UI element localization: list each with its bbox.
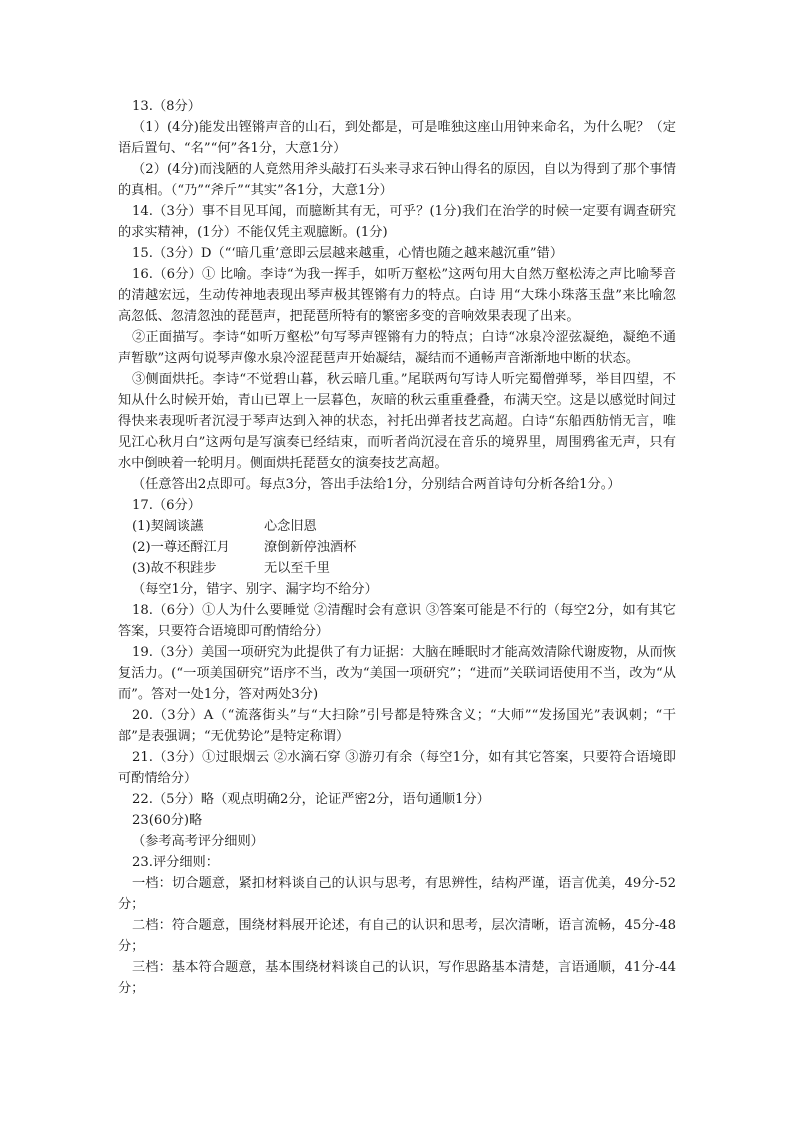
q16-answer-2: ②正面描写。李诗“如听万壑松”句写琴声铿锵有力的特点；白诗“冰泉冷涩弦凝绝，凝绝不通声暂歇”这两句说琴声像水泉冷涩琵琶声开始凝结，凝结而不通畅声音渐渐地中断的状态。	[118, 330, 676, 366]
q16-note: （任意答出2点即可。每点3分，答出手法给1分，分别结合两首诗句分析各给1分。）	[132, 477, 621, 492]
q13-part1: （1）(4分)能发出铿锵声音的山石，到处都是，可是唯独这座山用钟来命名，为什么呢？（定语后置句、“名”“何”各1分，大意1分）	[118, 120, 676, 156]
q22-answer: 22.（5分）略（观点明确2分，论证严密2分，语句通顺1分）	[132, 792, 490, 807]
q23-reference: （参考高考评分细则）	[132, 834, 264, 849]
q17-row-first: (2)一尊还酹江月	[132, 540, 230, 555]
q15-answer: 15.（3分）D（“‘暗几重’意即云层越来越重，心情也随之越来越沉重”错）	[132, 246, 564, 261]
q17-row	[132, 537, 676, 558]
q16-answer-3: ③侧面烘托。李诗“不觉碧山暮，秋云暗几重。”尾联两句写诗人听完蜀僧弹琴，举目四望，不知从什么时候开始，青山已罩上一层暮色，灰暗的秋云重重叠叠，布满天空。这是以感觉时间过得快来表现听者沉浸于琴声达到入神的状态，衬托出弹者技艺高超。白诗“东船西舫悄无言，唯见江心秋月白”这两句是写演奏已经结束，而听者尚沉浸在音乐的境界里，周围鸦雀无声，只有水中倒映着一轮明月。侧面烘托琵琶女的演奏技艺高超。	[118, 372, 676, 471]
q17-row-second: 心念旧恩	[264, 519, 317, 534]
q23-answer: 23(60分)略	[132, 813, 203, 828]
q14-answer: 14.（3分）事不目见耳闻，而臆断其有无，可乎？(1分)我们在治学的时候一定要有调查研究的求实精神，(1分）不能仅凭主观臆断。(1分)	[118, 204, 676, 240]
q17-heading: 17.（6分）	[132, 498, 201, 513]
q18-answer: 18.（6分）①人为什么要睡觉 ②清醒时会有意识 ③答案可能是不行的（每空2分，如有其它答案，只要符合语境即可酌情给分）	[118, 603, 676, 639]
q16-answer-1: 16.（6分）① 比喻。李诗“为我一挥手，如听万壑松”这两句用大自然万壑松涛之声比喻琴音的清越宏远，生动传神地表现出琴声极其铿锵有力的特点。白诗 用“大珠小珠落玉盘”来比喻忽高忽低、忽清忽浊的琵琶声，把琵琶所特有的繁密多变的音响效果表现了出来。	[118, 267, 676, 324]
answer-document	[118, 96, 676, 999]
q17-row	[132, 516, 676, 537]
q13-heading: 13.（8分）	[132, 99, 201, 114]
q20-answer: 20.（3分）A（“流落街头”与“大扫除”引号都是特殊含义；“大师”“发扬国光”表讽刺；“干部”是表强调；“无优势论”是特定称谓）	[118, 708, 676, 744]
q21-answer: 21.（3分）①过眼烟云 ②水滴石穿 ③游刃有余（每空1分，如有其它答案，只要符合语境即可酌情给分）	[118, 750, 676, 786]
q17-row-second: 无以至千里	[264, 561, 330, 576]
q23-tier-2: 二档：符合题意，围绕材料展开论述，有自己的认识和思考，层次清晰，语言流畅，45分-48分；	[118, 918, 676, 954]
q23-tier-3: 三档：基本符合题意，基本围绕材料谈自己的认识，写作思路基本清楚，言语通顺，41分-44分；	[118, 960, 676, 996]
q19-answer: 19.（3分）美国一项研究为此提供了有力证据：大脑在睡眠时才能高效清除代谢废物，从而恢复活力。(“一项美国研究”语序不当，改为“美国一项研究”；“进而”关联词语使用不当，改为“从而”。答对一处1分，答对两处3分)	[118, 645, 676, 702]
q17-row	[132, 558, 676, 579]
q13-part2: （2）(4分)而浅陋的人竟然用斧头敲打石头来寻求石钟山得名的原因，自以为得到了那个事情的真相。（“乃”“斧斤”“其实”各1分，大意1分）	[118, 162, 676, 198]
q17-row-first: (3)故不积跬步	[132, 561, 217, 576]
q23-criteria-title: 23.评分细则：	[132, 855, 219, 870]
q17-row-first: (1)契阔谈讌	[132, 519, 204, 534]
q17-note: （每空1分，错字、别字、漏字均不给分）	[132, 582, 378, 597]
q23-tier-1: 一档：切合题意，紧扣材料谈自己的认识与思考，有思辨性，结构严谨，语言优美，49分-52分；	[118, 876, 676, 912]
q17-row-second: 潦倒新停浊酒杯	[264, 540, 357, 555]
